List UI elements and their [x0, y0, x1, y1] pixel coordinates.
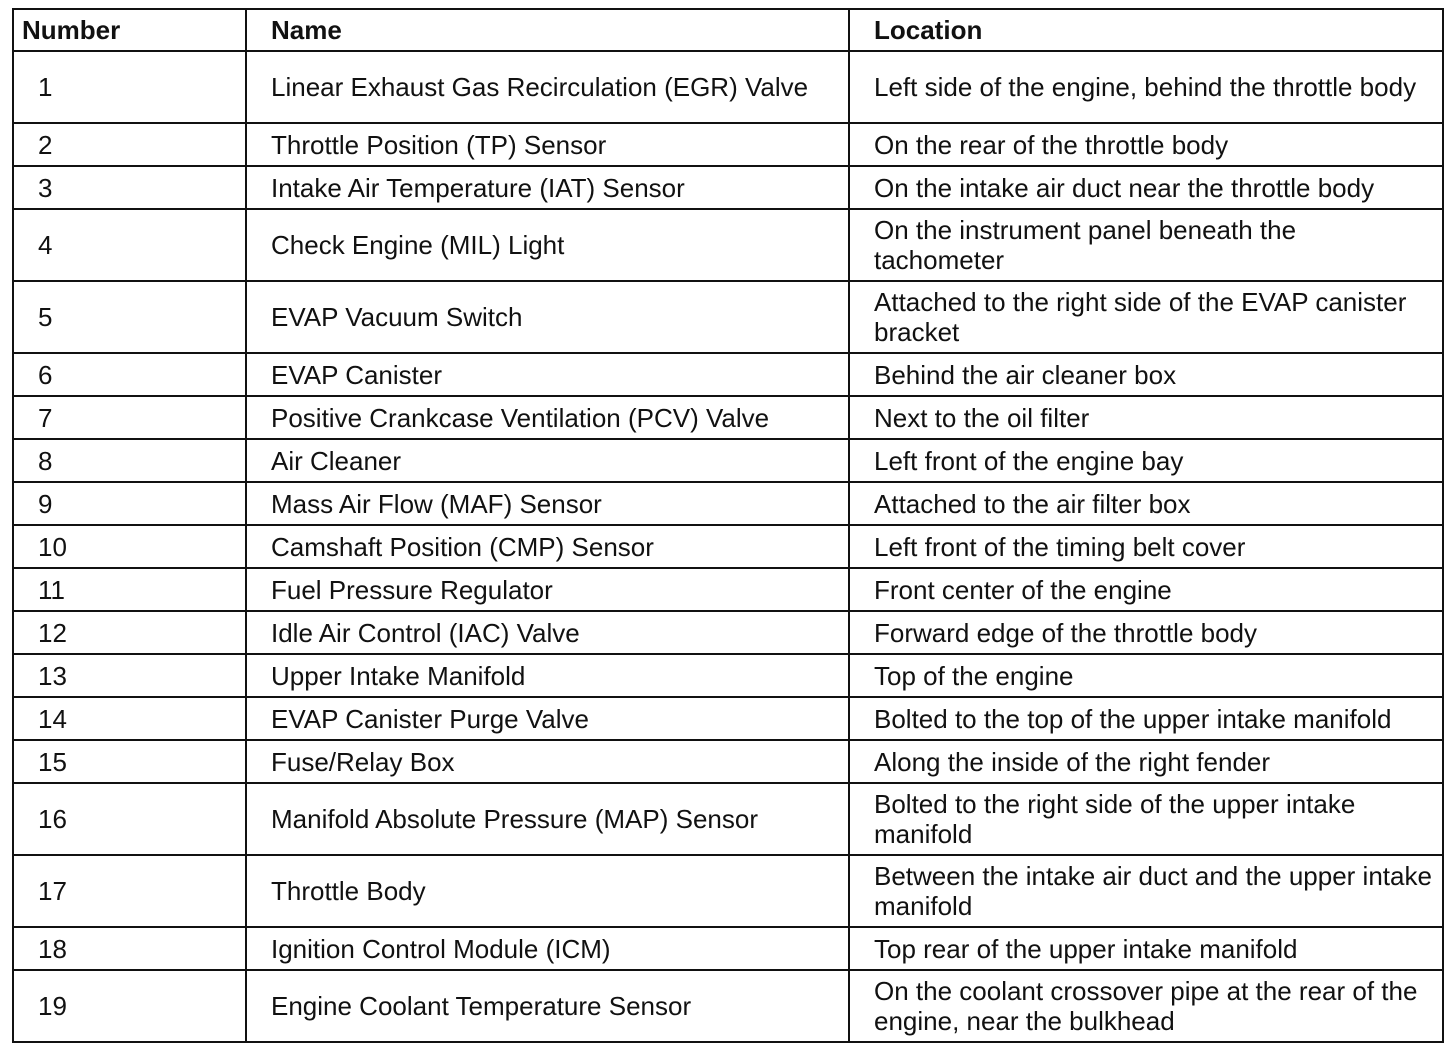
- cell-number: 17: [13, 855, 246, 927]
- cell-location: Behind the air cleaner box: [849, 353, 1443, 396]
- table-row: [13, 353, 1443, 396]
- cell-number: 1: [13, 51, 246, 123]
- cell-location: Next to the oil filter: [849, 396, 1443, 439]
- cell-location: Top of the engine: [849, 654, 1443, 697]
- header-name: Name: [246, 9, 849, 51]
- cell-name: Upper Intake Manifold: [246, 654, 849, 697]
- table-row: [13, 970, 1443, 1042]
- cell-name: Idle Air Control (IAC) Valve: [246, 611, 849, 654]
- table-row: [13, 611, 1443, 654]
- header-location: Location: [849, 9, 1443, 51]
- table-row: [13, 654, 1443, 697]
- cell-name: Air Cleaner: [246, 439, 849, 482]
- cell-location: On the instrument panel beneath the tachometer: [849, 209, 1443, 281]
- cell-name: Linear Exhaust Gas Recirculation (EGR) Valve: [246, 51, 849, 123]
- component-location-table: [12, 8, 1444, 1043]
- table-row: [13, 51, 1443, 123]
- header-number: Number: [13, 9, 246, 51]
- table-row: [13, 855, 1443, 927]
- table-row: [13, 697, 1443, 740]
- table-row: [13, 568, 1443, 611]
- cell-name: EVAP Vacuum Switch: [246, 281, 849, 353]
- cell-name: Fuse/Relay Box: [246, 740, 849, 783]
- cell-location: Attached to the right side of the EVAP canister bracket: [849, 281, 1443, 353]
- table-row: [13, 525, 1443, 568]
- cell-location: Between the intake air duct and the upper intake manifold: [849, 855, 1443, 927]
- cell-number: 7: [13, 396, 246, 439]
- table-row: [13, 166, 1443, 209]
- cell-name: Mass Air Flow (MAF) Sensor: [246, 482, 849, 525]
- table-row: [13, 482, 1443, 525]
- cell-number: 4: [13, 209, 246, 281]
- cell-number: 9: [13, 482, 246, 525]
- cell-number: 2: [13, 123, 246, 166]
- cell-name: Intake Air Temperature (IAT) Sensor: [246, 166, 849, 209]
- cell-location: Top rear of the upper intake manifold: [849, 927, 1443, 970]
- table-row: [13, 209, 1443, 281]
- table-row: [13, 281, 1443, 353]
- cell-location: Along the inside of the right fender: [849, 740, 1443, 783]
- cell-name: Ignition Control Module (ICM): [246, 927, 849, 970]
- table-row: [13, 439, 1443, 482]
- cell-location: Bolted to the top of the upper intake manifold: [849, 697, 1443, 740]
- cell-name: EVAP Canister: [246, 353, 849, 396]
- cell-location: Bolted to the right side of the upper intake manifold: [849, 783, 1443, 855]
- cell-number: 19: [13, 970, 246, 1042]
- cell-number: 12: [13, 611, 246, 654]
- table-row: [13, 123, 1443, 166]
- cell-number: 6: [13, 353, 246, 396]
- header-row: [13, 9, 1443, 51]
- cell-name: Camshaft Position (CMP) Sensor: [246, 525, 849, 568]
- cell-name: Check Engine (MIL) Light: [246, 209, 849, 281]
- cell-number: 3: [13, 166, 246, 209]
- cell-location: Forward edge of the throttle body: [849, 611, 1443, 654]
- cell-location: On the coolant crossover pipe at the rear of the engine, near the bulkhead: [849, 970, 1443, 1042]
- cell-number: 10: [13, 525, 246, 568]
- cell-name: Fuel Pressure Regulator: [246, 568, 849, 611]
- cell-number: 13: [13, 654, 246, 697]
- cell-name: Throttle Body: [246, 855, 849, 927]
- cell-name: Positive Crankcase Ventilation (PCV) Valve: [246, 396, 849, 439]
- cell-number: 14: [13, 697, 246, 740]
- cell-name: Throttle Position (TP) Sensor: [246, 123, 849, 166]
- cell-location: On the rear of the throttle body: [849, 123, 1443, 166]
- cell-location: Front center of the engine: [849, 568, 1443, 611]
- table-row: [13, 783, 1443, 855]
- cell-name: EVAP Canister Purge Valve: [246, 697, 849, 740]
- cell-number: 18: [13, 927, 246, 970]
- table-row: [13, 396, 1443, 439]
- cell-number: 11: [13, 568, 246, 611]
- cell-location: On the intake air duct near the throttle body: [849, 166, 1443, 209]
- cell-name: Manifold Absolute Pressure (MAP) Sensor: [246, 783, 849, 855]
- table-row: [13, 927, 1443, 970]
- cell-number: 16: [13, 783, 246, 855]
- cell-number: 15: [13, 740, 246, 783]
- cell-location: Attached to the air filter box: [849, 482, 1443, 525]
- cell-location: Left side of the engine, behind the throttle body: [849, 51, 1443, 123]
- cell-number: 5: [13, 281, 246, 353]
- cell-location: Left front of the engine bay: [849, 439, 1443, 482]
- cell-name: Engine Coolant Temperature Sensor: [246, 970, 849, 1042]
- cell-location: Left front of the timing belt cover: [849, 525, 1443, 568]
- table-row: [13, 740, 1443, 783]
- cell-number: 8: [13, 439, 246, 482]
